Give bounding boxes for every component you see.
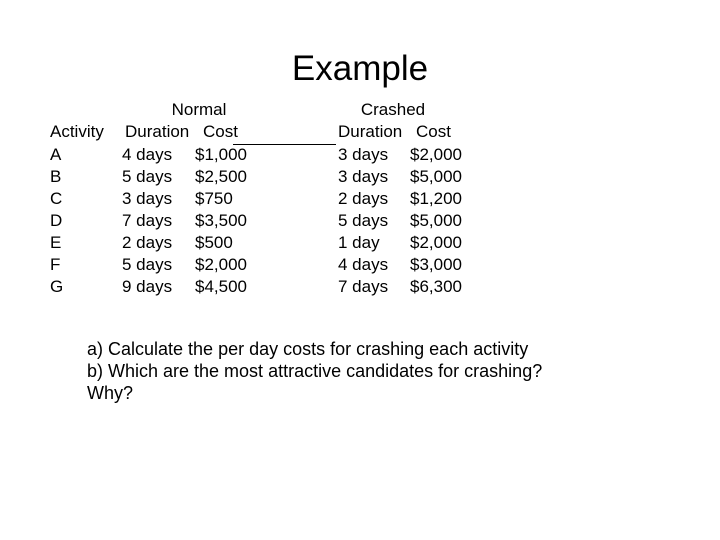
table-cell: $2,000 [410, 233, 462, 252]
table-cell: $3,000 [410, 255, 462, 274]
normal-duration-column [122, 144, 172, 298]
table-cell: $500 [195, 233, 233, 252]
header-divider-line [233, 144, 336, 145]
table-cell: 5 days [122, 167, 173, 186]
table-cell: 9 days [122, 277, 173, 296]
activity-column-header: Activity [50, 122, 104, 141]
table-cell: 7 days [122, 211, 173, 230]
question-line: a) Calculate the per day costs for crashing each activity [87, 339, 529, 359]
table-cell: $4,500 [195, 277, 247, 296]
crashed-cost-column [410, 144, 462, 298]
table-cell: B [50, 167, 62, 186]
table-cell: $3,500 [195, 211, 247, 230]
table-cell: $2,500 [195, 167, 247, 186]
table-cell: 3 days [338, 167, 389, 186]
table-cell: 1 day [338, 233, 380, 252]
questions-block [87, 338, 542, 404]
table-cell: E [50, 233, 62, 252]
table-cell: 2 days [338, 189, 389, 208]
normal-group-header: Normal [171, 100, 227, 119]
table-cell: 2 days [122, 233, 173, 252]
table-cell: D [50, 211, 63, 230]
table-cell: A [50, 145, 62, 164]
crashed-duration-column [338, 144, 388, 298]
table-cell: $2,000 [195, 255, 247, 274]
normal-cost-column [195, 144, 247, 298]
table-cell: $1,000 [195, 145, 247, 164]
table-cell: 7 days [338, 277, 389, 296]
table-cell: 4 days [122, 145, 173, 164]
normal-duration-column-header: Duration [125, 122, 190, 141]
crashed-duration-column-header: Duration [338, 122, 403, 141]
activity-column [50, 144, 63, 298]
question-line: b) Which are the most attractive candidates for crashing? [87, 361, 543, 381]
table-cell: 5 days [338, 211, 389, 230]
table-cell: F [50, 255, 61, 274]
table-cell: $5,000 [410, 167, 462, 186]
table-cell: $5,000 [410, 211, 462, 230]
table-cell: $1,200 [410, 189, 462, 208]
table-cell: $2,000 [410, 145, 462, 164]
table-cell: 3 days [338, 145, 389, 164]
table-cell: $6,300 [410, 277, 462, 296]
table-cell: 5 days [122, 255, 173, 274]
crashed-cost-column-header: Cost [416, 122, 451, 141]
question-line: Why? [87, 383, 134, 403]
table-cell: $750 [195, 189, 233, 208]
table-cell: G [50, 277, 64, 296]
slide-title: Example [291, 49, 429, 88]
normal-cost-column-header: Cost [203, 122, 238, 141]
crashed-group-header: Crashed [360, 100, 426, 119]
table-cell: 4 days [338, 255, 389, 274]
table-cell: 3 days [122, 189, 173, 208]
table-cell: C [50, 189, 63, 208]
